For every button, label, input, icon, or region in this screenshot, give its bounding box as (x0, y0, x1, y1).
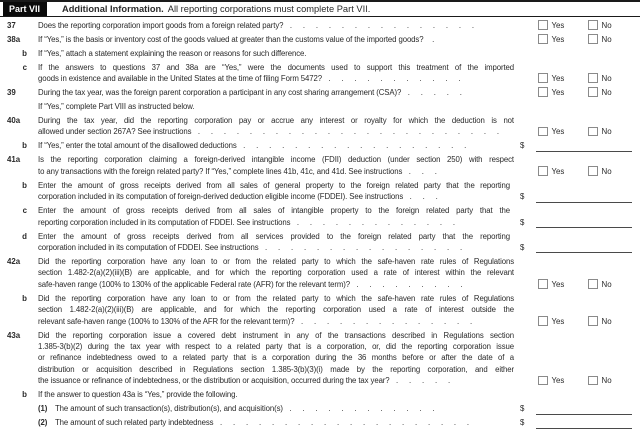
q41a-text (38, 154, 538, 177)
q42b-number: b (22, 293, 27, 303)
checkbox-icon[interactable] (538, 34, 548, 44)
q38c-yes-option[interactable] (538, 73, 588, 84)
q43b1-text (38, 403, 520, 414)
checkbox-icon[interactable] (538, 73, 548, 83)
q37-no-label: No (601, 20, 612, 30)
q43b1-sublabel: (1) (38, 404, 48, 414)
q41a-yes-label: Yes (551, 166, 565, 176)
q43a-line5 (38, 375, 514, 386)
q42a-number: 42a (7, 257, 21, 267)
q40a-dot-leader: . . . . . . . . . . . . . . . . . . . . . . . . (191, 127, 499, 137)
q37-no-option[interactable] (588, 20, 632, 31)
q41d-number: d (22, 231, 27, 241)
q43b-row (0, 389, 640, 400)
q42b-no-label: No (601, 316, 612, 326)
q43a-no-option[interactable] (588, 375, 632, 386)
q39-yes-option[interactable] (538, 87, 588, 98)
q42b-no-option[interactable] (588, 316, 632, 327)
q38c-row (0, 62, 640, 85)
q38c-dot-leader: . . . . . . . . . . . (321, 74, 461, 83)
q40b-dot-leader: . . . . . . . . . . . . . . . . . . (236, 141, 467, 151)
q41d-row (0, 231, 640, 254)
q41b-line2 (38, 191, 510, 202)
q38c-question-end: goods in existence and available in the United States at the time of filing Form 5472? (38, 74, 322, 83)
q43a-yes-label: Yes (551, 376, 565, 386)
q41c-question-end: reporting corporation included in its computation of FDDEI. See instructions (38, 217, 291, 227)
q41a-line1: Is the reporting corporation claiming a foreign-derived intangible income (FDII) deduction (under section 250) with respect (38, 155, 514, 165)
part-title: Additional Information. (62, 4, 164, 14)
checkbox-icon[interactable] (588, 34, 598, 44)
q42b-line2: section 1.482-2(a)(2)(iii)(B) are applicable, and for which the reporting corporation used a rate of interest outside the (38, 305, 514, 315)
part-subtitle: All reporting corporations must complete Part VII. (167, 4, 371, 14)
q39-question: During the tax year, was the foreign parent corporation a participant in any cost sharing arrangement (CSA)? (38, 88, 402, 97)
q43b2-amount-field[interactable] (536, 418, 632, 429)
q39-no-label: No (601, 88, 612, 98)
q38a-yes-label: Yes (551, 34, 565, 44)
q38c-no-label: No (601, 74, 612, 84)
q39-row (0, 87, 640, 98)
q38c-line2 (38, 73, 514, 84)
checkbox-icon[interactable] (588, 73, 598, 83)
q42b-yes-label: Yes (551, 316, 565, 326)
q39-instruction-line: If “Yes,” complete Part VIII as instructed below. (38, 102, 195, 111)
q40b-number: b (22, 141, 27, 151)
q43a-yes-option[interactable] (538, 375, 588, 386)
q39-line1 (38, 87, 514, 98)
q39-instruction-row (0, 101, 640, 112)
q37-yes-label: Yes (551, 20, 565, 30)
q43b2-sublabel: (2) (38, 418, 48, 428)
q43b2-question: The amount of such related party indebtedness (55, 418, 214, 428)
q43b1-question: The amount of such transaction(s), distribution(s), and acquisition(s) (55, 404, 283, 414)
q40a-question-end: allowed under section 267A? See instructions (38, 127, 192, 137)
q38c-line1: If the answers to questions 37 and 38a are “Yes,” were the documents used to support this treatment of the imported (38, 62, 514, 72)
q41c-row (0, 205, 640, 228)
q38c-no-option[interactable] (588, 73, 632, 84)
q40a-number: 40a (7, 116, 21, 125)
q42a-no-option[interactable] (588, 279, 632, 290)
checkbox-icon[interactable] (538, 127, 548, 137)
q39-instruction-text (38, 101, 632, 112)
q43b2-row (0, 417, 640, 428)
q39-yes-label: Yes (551, 88, 565, 98)
q40b-amount-field[interactable] (536, 141, 632, 152)
q43b1-line1 (38, 403, 510, 414)
q42a-row (0, 256, 640, 290)
checkbox-icon[interactable] (588, 87, 598, 97)
q41b-amount-field[interactable] (536, 192, 632, 203)
q38a-no-option[interactable] (588, 34, 632, 45)
q41a-row (0, 154, 640, 177)
checkbox-icon[interactable] (588, 316, 598, 326)
part-vii-header (0, 0, 640, 17)
q43a-row (0, 330, 640, 387)
q40b-question: If “Yes,” enter the total amount of the disallowed deductions (38, 141, 237, 151)
q40a-row (0, 115, 640, 138)
q41b-text (38, 180, 520, 203)
q41d-dollar-sign: $ (520, 243, 525, 253)
q43b-text (38, 389, 632, 400)
q38a-text (38, 34, 538, 45)
q38b-number: b (22, 48, 27, 58)
q42a-text (38, 256, 538, 290)
q38c-text (38, 62, 538, 85)
part-badge: Part VII (3, 2, 47, 16)
q41c-number: c (22, 206, 27, 216)
q41b-dot-leader: . . . (403, 192, 438, 202)
checkbox-icon[interactable] (538, 166, 548, 176)
q38a-dot-leader: . (423, 34, 435, 44)
checkbox-icon[interactable] (538, 376, 548, 386)
q42a-no-label: No (601, 279, 612, 289)
q38c-yes-label: Yes (551, 74, 565, 84)
q40a-line2 (38, 126, 514, 137)
q43a-dot-leader: . . . . . (389, 376, 451, 386)
q39-dot-leader: . . . . . (401, 88, 462, 97)
checkbox-icon[interactable] (588, 166, 598, 176)
q40b-line1 (38, 140, 510, 151)
q42b-row (0, 293, 640, 327)
q38c-number: c (22, 62, 27, 72)
q43b-line1: If the answer to question 43a is “Yes,” provide the following. (38, 390, 238, 400)
checkbox-icon[interactable] (538, 87, 548, 97)
q38a-yes-option[interactable] (538, 34, 588, 45)
q41d-line1: Enter the amount of gross receipts derived from all services provided to the foreign related party that the reporting (38, 231, 510, 241)
q42a-yes-label: Yes (551, 279, 565, 289)
q42a-line3 (38, 279, 514, 290)
q43b1-dot-leader: . . . . . . . . . . . . (282, 404, 435, 414)
q43a-number: 43a (7, 330, 21, 340)
q41b-question-end: corporation included in its computation of foreign-derived deduction eligible income (FDDEI). See instructions (38, 192, 404, 202)
q42b-line1: Did the reporting corporation have any loan to or from the related party to which the safe-haven rate rules of Regulations (38, 293, 514, 303)
q43b2-line1 (38, 417, 510, 428)
checkbox-icon[interactable] (538, 279, 548, 289)
q43a-line1: Did the reporting corporation issue a covered debt instrument in any of the transactions described in Regulations section (38, 330, 514, 340)
q43a-no-label: No (601, 376, 612, 386)
q38b-line1: If “Yes,” attach a statement explaining the reason or reasons for such difference. (38, 48, 307, 58)
q41a-no-label: No (601, 166, 612, 176)
q37-number: 37 (7, 20, 16, 30)
q40b-text (38, 140, 520, 151)
q43a-line2: 1.385-3(b)(2) during the tax year with respect to a related party that is a corporation, or, did the reporting corporation issue (38, 342, 514, 352)
q39-text (38, 87, 538, 98)
q42a-line2: section 1.482-2(a)(2)(iii)(B) are applicable, and for which the reporting corporation used a rate of interest within the relevant (38, 268, 514, 278)
q38a-no-label: No (601, 34, 612, 44)
q41d-line2 (38, 242, 510, 253)
q43b1-row (0, 403, 640, 414)
checkbox-icon[interactable] (588, 127, 598, 137)
q42a-dot-leader: . . . . . . . . . (350, 279, 463, 289)
q42a-line1: Did the reporting corporation have any loan to or from the related party to which the safe-haven rate rules of Regulations (38, 257, 514, 267)
q42a-yes-option[interactable] (538, 279, 588, 290)
checkbox-icon[interactable] (588, 279, 598, 289)
q41d-question-end: corporation included in its computation of FDDEI. See instructions (38, 243, 259, 253)
q41b-dollar-sign: $ (520, 192, 525, 202)
q42b-yes-option[interactable] (538, 316, 588, 327)
q40a-yes-option[interactable] (538, 126, 588, 137)
q40a-text (38, 115, 538, 138)
q38b-text (38, 48, 632, 59)
q37-text (38, 20, 538, 31)
q38a-row (0, 34, 640, 45)
q43b2-dot-leader: . . . . . . . . . . . . . . . . . . . . (213, 418, 470, 428)
q43a-question-end: the issuance or refinance of indebtedness, or the distribution or acquisition, occurred during the tax year? (38, 376, 390, 386)
checkbox-icon[interactable] (538, 316, 548, 326)
q41a-question-end: to any transactions with the foreign related party? If “Yes,” complete lines 41b, 41c, and 41d. See instructions (38, 166, 403, 176)
q37-dot-leader: . . . . . . . . . . . . . . . (283, 20, 475, 30)
q37-question: Does the reporting corporation import goods from a foreign related party? (38, 20, 284, 30)
q41b-line1: Enter the amount of gross receipts derived from all sales of general property to the foreign related party that the reporting (38, 180, 510, 190)
q41c-line1: Enter the amount of gross receipts derived from all sales of intangible property to the foreign related party that the (38, 206, 510, 216)
q39-no-option[interactable] (588, 87, 632, 98)
q38a-line1 (38, 34, 514, 45)
q43a-line4: distribution or acquisition described in Regulations section 1.385-3(b)(3)(i) made by the reporting corporation, and either (38, 364, 514, 374)
q41d-text (38, 231, 520, 254)
q40a-no-label: No (601, 127, 612, 137)
q42b-line3 (38, 316, 514, 327)
q43b2-dollar-sign: $ (520, 418, 525, 428)
q43a-text (38, 330, 538, 387)
q42b-question-end: relevant safe-haven range (100% to 130% of the AFR for the relevant term)? (38, 316, 295, 326)
q42a-question-end: safe-haven range (100% to 130% of the applicable Federal rate (AFR) for the relevant term)? (38, 279, 351, 289)
q43b1-amount-field[interactable] (536, 404, 632, 415)
q41c-dollar-sign: $ (520, 217, 525, 227)
q41d-amount-field[interactable] (536, 242, 632, 253)
q40b-dollar-sign: $ (520, 141, 525, 151)
q40a-line1: During the tax year, did the reporting corporation pay or accrue any interest or royalty for which the deduction is not (38, 116, 514, 125)
q37-line1 (38, 20, 514, 31)
q42b-text (38, 293, 538, 327)
q41c-text (38, 205, 520, 228)
checkbox-icon[interactable] (588, 20, 598, 30)
q41d-dot-leader: . . . . . . . . . . . . . . . . (258, 243, 463, 253)
q41c-amount-field[interactable] (536, 217, 632, 228)
q43a-line3: or refinance indebtedness owed to a related party that is a corporation during the 36 months before or after the date of a (38, 353, 514, 363)
q41a-no-option[interactable] (588, 166, 632, 177)
q40a-no-option[interactable] (588, 126, 632, 137)
q40a-yes-label: Yes (551, 127, 565, 137)
q41c-dot-leader: . . . . . . . . . . . . . (290, 217, 456, 227)
q37-row (0, 20, 640, 31)
checkbox-icon[interactable] (588, 376, 598, 386)
q41b-row (0, 180, 640, 203)
q38a-question: If “Yes,” is the basis or inventory cost of the goods valued at greater than the customs value of the imported goods? (38, 34, 424, 44)
q41c-line2 (38, 217, 510, 228)
q37-yes-option[interactable] (538, 20, 588, 31)
q43b-number: b (22, 390, 27, 400)
q41a-number: 41a (7, 155, 21, 165)
q38a-number: 38a (7, 34, 21, 44)
checkbox-icon[interactable] (538, 20, 548, 30)
q42b-dot-leader: . . . . . . . . . . . . . . (294, 316, 473, 326)
q41a-line2 (38, 166, 514, 177)
q41a-yes-option[interactable] (538, 166, 588, 177)
q41b-number: b (22, 180, 27, 190)
q40b-row (0, 140, 640, 151)
q43b1-dollar-sign: $ (520, 404, 525, 414)
q39-number: 39 (7, 88, 16, 97)
q38b-row (0, 48, 640, 59)
q43b2-text (38, 417, 520, 428)
q41a-dot-leader: . . . (402, 166, 437, 176)
